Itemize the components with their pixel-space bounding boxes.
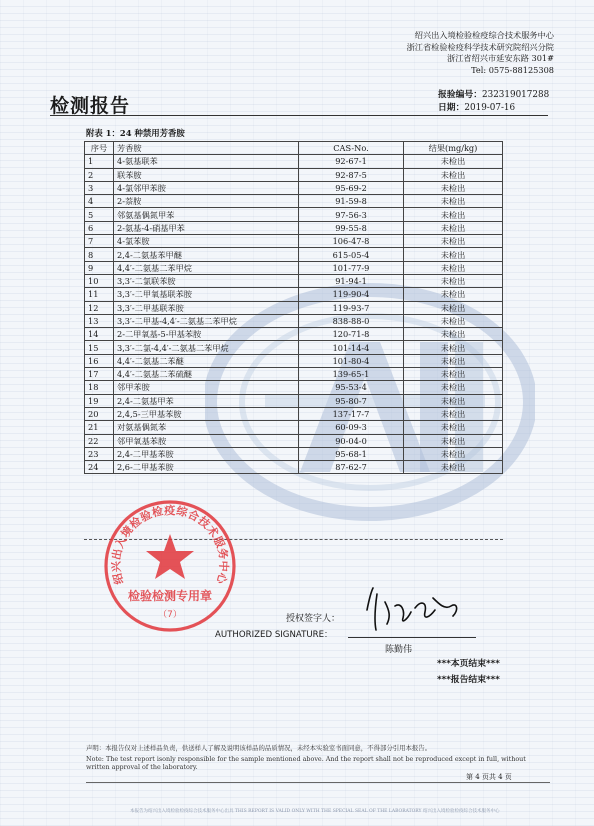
report-date: [438, 102, 549, 115]
cell-result: 未检出: [404, 434, 503, 447]
cell-cas: 95-80-7: [299, 394, 404, 407]
cell-amine: 4,4′-二氨基二苯醚: [114, 354, 299, 367]
page-end-mark: ***本页结束***: [437, 659, 500, 669]
cell-no: 3: [85, 181, 114, 194]
cell-result: 未检出: [404, 221, 503, 234]
table-row: [85, 274, 503, 287]
cell-result: 未检出: [404, 168, 503, 181]
cell-no: 5: [85, 208, 114, 221]
cell-cas: 91-94-1: [299, 274, 404, 287]
cell-result: 未检出: [404, 155, 503, 168]
cell-result: 未检出: [404, 314, 503, 327]
table-row: [85, 407, 503, 420]
cell-result: 未检出: [404, 195, 503, 208]
cell-result: 未检出: [404, 341, 503, 354]
cell-result: 未检出: [404, 461, 503, 474]
cell-no: 22: [85, 434, 114, 447]
handwritten-signature: [355, 580, 465, 635]
cell-cas: 137-17-7: [299, 407, 404, 420]
table-row: [85, 314, 503, 327]
cell-amine: 邻甲氧基苯胺: [114, 434, 299, 447]
table-row: [85, 461, 503, 474]
cell-result: 未检出: [404, 235, 503, 248]
cell-cas: 101-80-4: [299, 354, 404, 367]
cell-result: 未检出: [404, 394, 503, 407]
cell-no: 19: [85, 394, 114, 407]
cell-no: 7: [85, 235, 114, 248]
cell-no: 4: [85, 195, 114, 208]
cell-amine: 2-氨基-4-硝基甲苯: [114, 221, 299, 234]
cell-result: 未检出: [404, 368, 503, 381]
cell-amine: 2,4-二氨基苯甲醚: [114, 248, 299, 261]
cell-cas: 60-09-3: [299, 421, 404, 434]
cell-no: 14: [85, 328, 114, 341]
table-row: [85, 155, 503, 168]
table-row: [85, 381, 503, 394]
cell-result: 未检出: [404, 181, 503, 194]
cell-amine: 对氨基偶氮苯: [114, 421, 299, 434]
cell-cas: 838-88-0: [299, 314, 404, 327]
cell-no: 15: [85, 341, 114, 354]
cell-result: 未检出: [404, 421, 503, 434]
cell-amine: 4-氨基联苯: [114, 155, 299, 168]
lab-address: 浙江省绍兴市延安东路 301#: [447, 53, 554, 63]
cell-amine: 联苯胺: [114, 168, 299, 181]
cell-no: 17: [85, 368, 114, 381]
cell-amine: 4,4′-二氨基二苯硫醚: [114, 368, 299, 381]
table-row: [85, 368, 503, 381]
signer-name: 陈勤伟: [385, 645, 413, 655]
cell-cas: 95-53-4: [299, 381, 404, 394]
cell-amine: 3,3′-二甲氧基联苯胺: [114, 288, 299, 301]
cell-result: 未检出: [404, 301, 503, 314]
table-row: [85, 354, 503, 367]
cell-amine: 邻甲苯胺: [114, 381, 299, 394]
cell-cas: 101-14-4: [299, 341, 404, 354]
cell-amine: 2-二甲氧基-5-甲基苯胺: [114, 328, 299, 341]
cell-no: 21: [85, 421, 114, 434]
report-date-label: 日期：: [438, 103, 465, 113]
cell-amine: 2-萘胺: [114, 195, 299, 208]
cell-no: 18: [85, 381, 114, 394]
cell-result: 未检出: [404, 407, 503, 420]
cell-amine: 4-氯邻甲苯胺: [114, 181, 299, 194]
statement-en: Note: The test report isonly responsible for the sample mentioned above. And the report shall not be reproduced except in full, without written approval of the laboratory.: [86, 755, 526, 772]
report-number: [438, 89, 549, 102]
cell-no: 13: [85, 314, 114, 327]
table-row: [85, 341, 503, 354]
security-microtext: 本报告为绍兴出入境检验检疫综合技术服务中心出具 THIS REPORT IS VALID ONLY WITH THE SPECIAL SEAL OF THE LABORATORY 绍兴出入境检验检疫综合技术服务中心: [130, 809, 500, 814]
cell-cas: 139-65-1: [299, 368, 404, 381]
cell-cas: 97-56-3: [299, 208, 404, 221]
cell-result: 未检出: [404, 208, 503, 221]
cell-result: 未检出: [404, 354, 503, 367]
cell-no: 24: [85, 461, 114, 474]
cell-cas: 92-67-1: [299, 155, 404, 168]
table-row: [85, 261, 503, 274]
table-row: [85, 221, 503, 234]
cell-no: 20: [85, 407, 114, 420]
cell-no: 9: [85, 261, 114, 274]
cell-amine: 4,4′-二氨基二苯甲烷: [114, 261, 299, 274]
cell-amine: 4-氯苯胺: [114, 235, 299, 248]
cell-cas: 95-68-1: [299, 447, 404, 460]
footer-line: [86, 782, 550, 783]
col-header-result: 结果(mg/kg): [404, 142, 503, 155]
table-header-row: [85, 142, 503, 155]
cell-amine: 2,4-二甲基苯胺: [114, 447, 299, 460]
cell-result: 未检出: [404, 261, 503, 274]
cell-amine: 3,3′-二氯-4,4′-二氨基二苯甲烷: [114, 341, 299, 354]
lab-name-2: 浙江省检验检疫科学技术研究院绍兴分院: [406, 41, 554, 52]
report-meta: [438, 89, 549, 115]
cell-no: 16: [85, 354, 114, 367]
cell-no: 23: [85, 447, 114, 460]
signature-line: [348, 637, 476, 638]
tel-label: Tel:: [471, 64, 489, 75]
cell-amine: 邻氨基偶氮甲苯: [114, 208, 299, 221]
table-row: [85, 181, 503, 194]
report-end-mark: ***报告结束***: [437, 675, 500, 685]
cell-amine: 3,3′-二氯联苯胺: [114, 274, 299, 287]
report-date-value: 2019-07-16: [464, 103, 516, 113]
statement-cn: 声明：本报告仅对上述样品负责，供送样人了解及说明该样品的品质情况，未经本实验室书面同意，不得部分引用本报告。: [86, 744, 432, 752]
authorized-signature-label-cn: 授权签字人：: [286, 614, 341, 624]
table-row: [85, 394, 503, 407]
report-number-value: 232319017288: [482, 90, 550, 100]
cell-cas: 119-93-7: [299, 301, 404, 314]
table-row: [85, 208, 503, 221]
table-row: [85, 235, 503, 248]
cell-amine: 2,6-二甲基苯胺: [114, 461, 299, 474]
cell-cas: 101-77-9: [299, 261, 404, 274]
lab-header: [407, 30, 554, 76]
cell-result: 未检出: [404, 274, 503, 287]
table-row: [85, 328, 503, 341]
page-title: 检测报告: [50, 95, 131, 117]
col-header-no: 序号: [85, 142, 114, 155]
cell-no: 8: [85, 248, 114, 261]
cell-no: 11: [85, 288, 114, 301]
lab-tel: [407, 65, 554, 77]
seal-center-text: 检验检测专用章: [127, 589, 213, 603]
cell-result: 未检出: [404, 248, 503, 261]
cell-result: 未检出: [404, 288, 503, 301]
page-number: 第 4 页共 4 页: [466, 773, 512, 781]
cell-result: 未检出: [404, 328, 503, 341]
cell-no: 6: [85, 221, 114, 234]
table-row: [85, 447, 503, 460]
seal-number: （7）: [158, 610, 182, 620]
col-header-cas: CAS-No.: [299, 142, 404, 155]
cell-amine: 2,4-二氨基甲苯: [114, 394, 299, 407]
table-row: [85, 195, 503, 208]
cell-cas: 90-04-0: [299, 434, 404, 447]
cell-cas: 120-71-8: [299, 328, 404, 341]
tel-value: 0575-88125308: [488, 64, 554, 75]
table-row: [85, 301, 503, 314]
cell-result: 未检出: [404, 381, 503, 394]
table-row: [85, 248, 503, 261]
authorized-signature-label-en: AUTHORIZED SIGNATURE：: [215, 630, 333, 640]
cell-no: 1: [85, 155, 114, 168]
table-row: [85, 421, 503, 434]
cell-cas: 87-62-7: [299, 461, 404, 474]
cell-cas: 92-87-5: [299, 168, 404, 181]
cell-cas: 615-05-4: [299, 248, 404, 261]
cell-no: 10: [85, 274, 114, 287]
report-number-label: 报验编号：: [438, 90, 482, 100]
title-divider: [50, 115, 548, 116]
cell-amine: 2,4,5-三甲基苯胺: [114, 407, 299, 420]
table-caption: 附表 1：24 种禁用芳香胺: [86, 128, 185, 138]
cell-cas: 119-90-4: [299, 288, 404, 301]
table-row: [85, 168, 503, 181]
amine-results-table: [84, 141, 503, 474]
cell-no: 2: [85, 168, 114, 181]
table-row: [85, 434, 503, 447]
col-header-amine: 芳香胺: [114, 142, 299, 155]
cell-amine: 3,3′-二甲基-4,4′-二氨基二苯甲烷: [114, 314, 299, 327]
inspection-seal: [100, 496, 240, 636]
lab-name-1: 绍兴出入境检验检疫综合技术服务中心: [414, 30, 554, 40]
cell-cas: 95-69-2: [299, 181, 404, 194]
cell-cas: 99-55-8: [299, 221, 404, 234]
cell-amine: 3,3′-二甲基联苯胺: [114, 301, 299, 314]
cell-no: 12: [85, 301, 114, 314]
table-row: [85, 288, 503, 301]
seal-arc-text: 绍兴出入境检验检疫综合技术服务中心: [109, 503, 231, 586]
cell-cas: 91-59-8: [299, 195, 404, 208]
cell-cas: 106-47-8: [299, 235, 404, 248]
cell-result: 未检出: [404, 447, 503, 460]
